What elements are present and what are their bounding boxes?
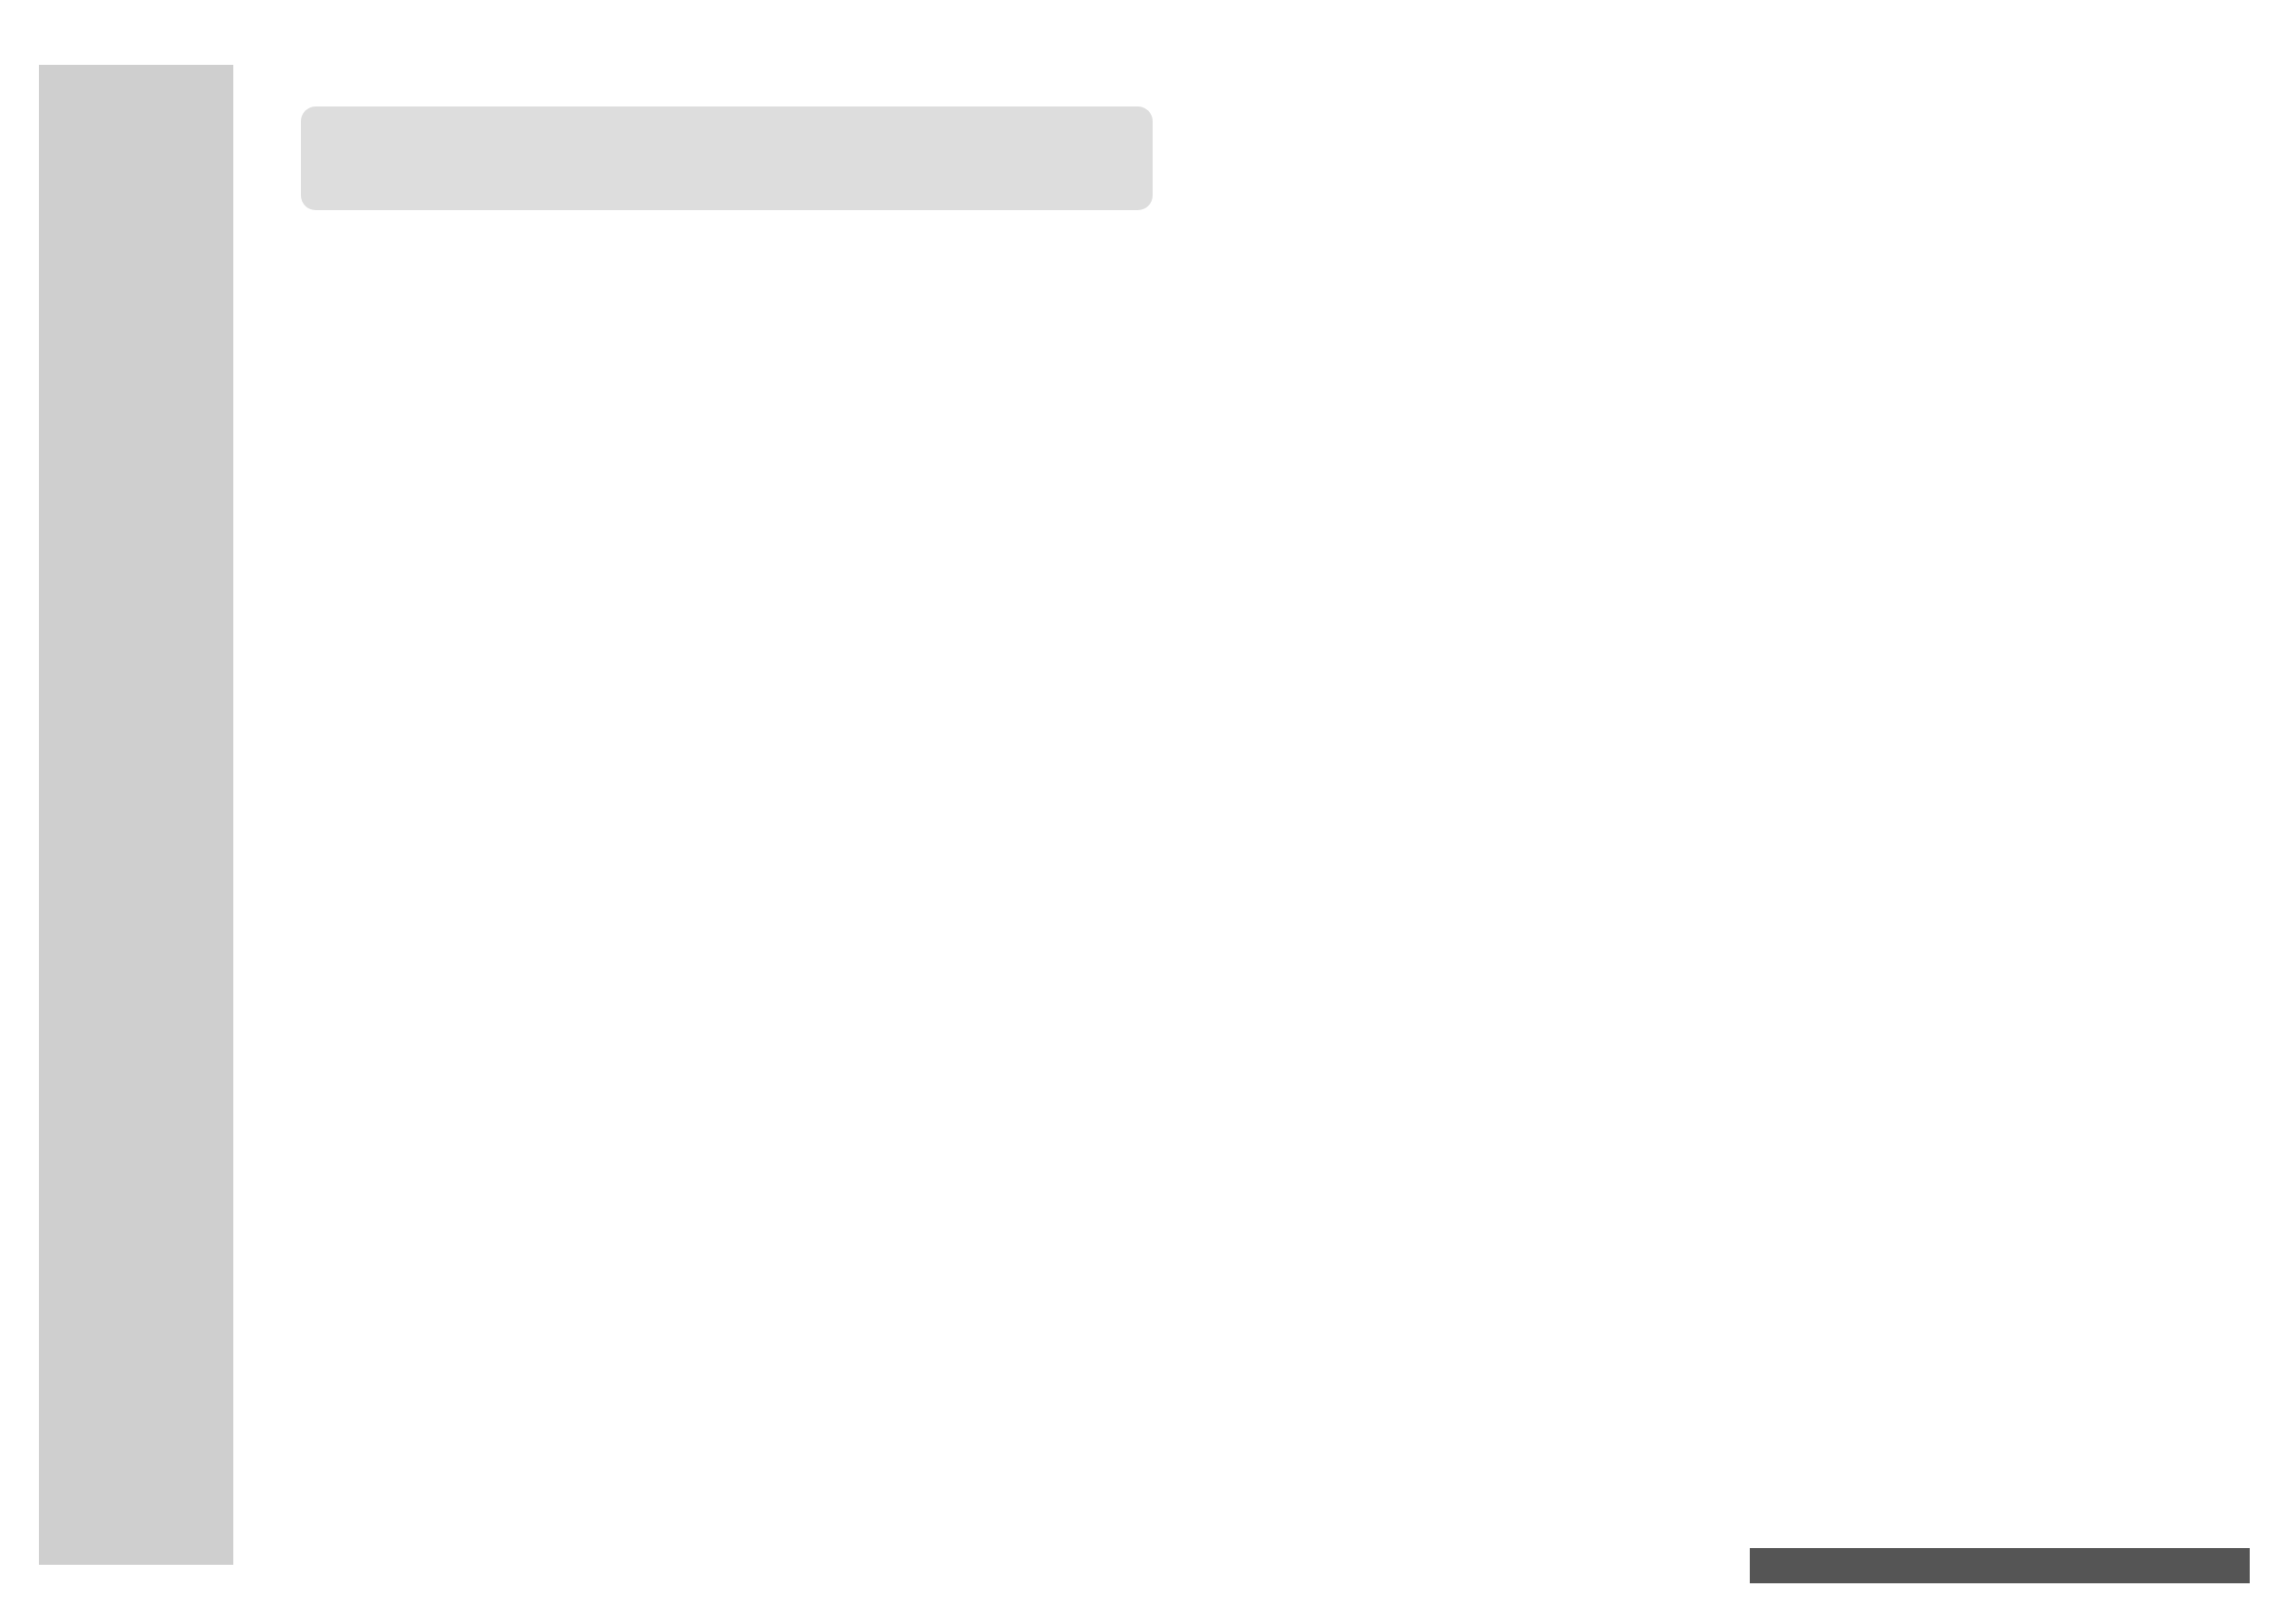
table-cell <box>1245 118 1247 119</box>
table-header-cell <box>1245 114 1247 116</box>
table-row <box>1238 118 1254 119</box>
binding-margin <box>39 65 233 1565</box>
title-banner <box>301 106 1153 210</box>
right-column <box>1236 106 2254 121</box>
table-header-cell <box>1242 114 1243 116</box>
left-column <box>301 106 1153 251</box>
page-footer <box>1750 1548 2250 1583</box>
table-cell <box>1238 118 1240 119</box>
table-cell <box>1253 118 1254 119</box>
table-header-cell <box>1249 114 1251 116</box>
table-header-row <box>1238 114 1254 116</box>
table-header-cell <box>1238 114 1240 116</box>
question <box>301 216 1153 251</box>
table-cell <box>1249 118 1251 119</box>
table-cell <box>1242 118 1243 119</box>
mass-table <box>1236 112 1256 121</box>
table-header-cell <box>1253 114 1254 116</box>
